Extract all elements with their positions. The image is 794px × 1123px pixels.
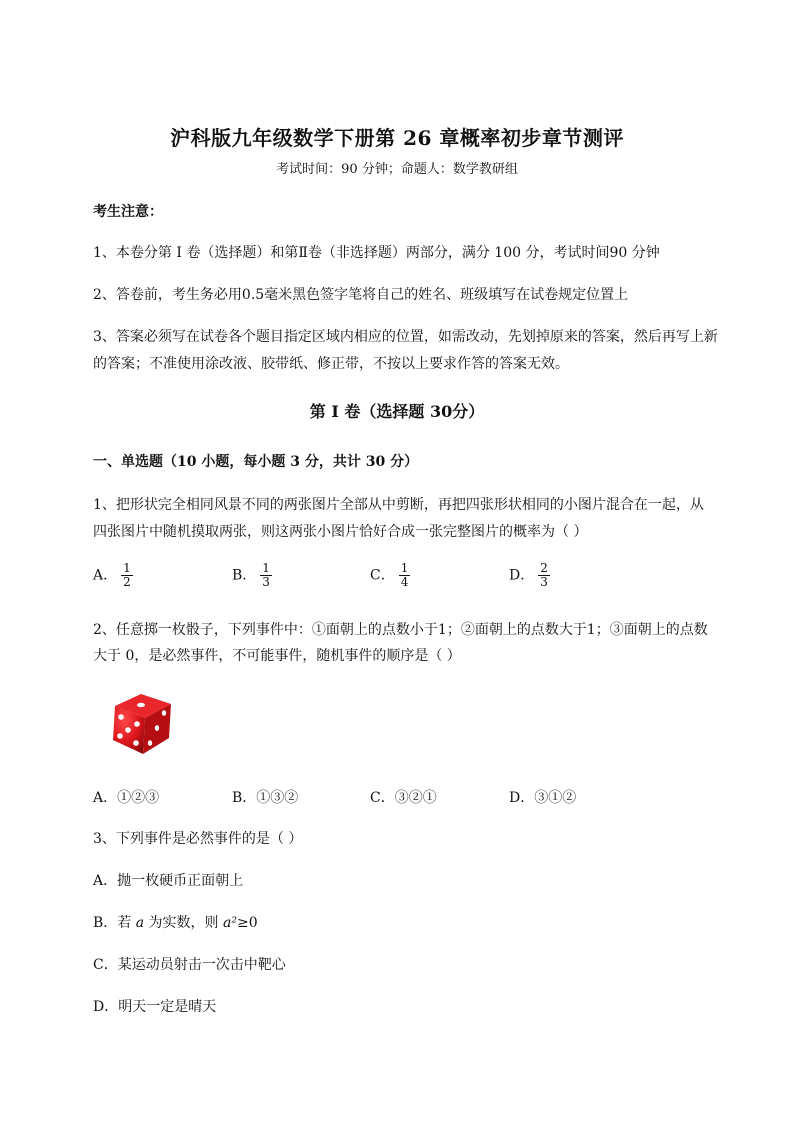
q1-option-b — [232, 562, 272, 589]
fraction — [538, 562, 550, 589]
fraction-denominator: 3 — [262, 575, 270, 589]
fraction-numerator: 2 — [540, 561, 548, 575]
notice-item-3-line-1: 3、答案必须写在试卷各个题目指定区域内相应的位置，如需改动，先划掉原来的答案，然后再写上新 — [93, 329, 718, 345]
notice-item-3-line-2: 的答案；不准使用涂改液、胶带纸、修正带，不按以上要求作答的答案无效。 — [93, 356, 569, 372]
q1-option-a — [93, 562, 133, 589]
option-b-prefix: B．若 — [93, 915, 136, 931]
part-heading: 一、单选题（10 小题，每小题 3 分，共计 30 分） — [93, 454, 419, 470]
option-b-suffix: ≥0 — [236, 915, 258, 931]
fraction — [260, 562, 272, 589]
dice-icon — [105, 688, 177, 760]
q1-option-d — [509, 562, 550, 589]
q3-option-a: A．抛一枚硬币正面朝上 — [93, 873, 244, 889]
notice-heading: 考生注意： — [93, 204, 163, 220]
question-1-line-1: 1、把形状完全相同风景不同的两张图片全部从中剪断，再把四张形状相同的小图片混合在一起，从 — [93, 497, 704, 513]
q2-option-d: D．③①② — [509, 790, 577, 806]
notice-item-2: 2、答卷前，考生务必用0.5毫米黑色签字笔将自己的姓名、班级填写在试卷规定位置上 — [93, 287, 629, 303]
fraction-denominator: 2 — [123, 575, 131, 589]
q2-option-b: B．①③② — [232, 790, 299, 806]
fraction — [121, 562, 133, 589]
fraction-denominator: 3 — [540, 575, 548, 589]
q2-option-c: C．③②① — [370, 790, 437, 806]
fraction-denominator: 4 — [400, 575, 409, 589]
q3-option-b — [93, 912, 258, 932]
question-1-line-2: 四张图片中随机摸取两张，则这两张小图片恰好合成一张完整图片的概率为（ ） — [93, 524, 588, 540]
q2-option-a: A．①②③ — [93, 790, 160, 806]
q3-option-c: C．某运动员射击一次击中靶心 — [93, 957, 286, 973]
option-b-middle: 为实数，则 — [144, 915, 224, 931]
fraction-numerator: 1 — [400, 561, 409, 575]
dice-image — [105, 688, 177, 760]
variable-a: a — [135, 915, 145, 931]
section-title: 第 I 卷（选择题 30分） — [309, 402, 485, 421]
option-label: D． — [509, 567, 535, 584]
option-label: C． — [370, 567, 395, 584]
notice-item-1: 1、本卷分第 I 卷（选择题）和第Ⅱ卷（非选择题）两部分，满分 100 分，考试时间90 分钟 — [93, 245, 660, 261]
fraction-numerator: 1 — [123, 561, 131, 575]
fraction-numerator: 1 — [262, 561, 270, 575]
option-label: B． — [232, 567, 257, 584]
expression-a-squared: a² — [223, 915, 237, 931]
page-title: 沪科版九年级数学下册第 26 章概率初步章节测评 — [170, 126, 624, 150]
question-2-line-2: 大于 0，是必然事件，不可能事件，随机事件的顺序是（ ） — [93, 648, 461, 664]
q3-option-d: D．明天一定是晴天 — [93, 999, 217, 1015]
q1-option-c — [370, 562, 410, 589]
option-label: A． — [93, 567, 118, 584]
question-3-line-1: 3、下列事件是必然事件的是（ ） — [93, 831, 303, 847]
page-subtitle: 考试时间：90 分钟；命题人：数学教研组 — [276, 162, 518, 177]
fraction — [399, 562, 411, 589]
question-2-line-1: 2、任意掷一枚骰子，下列事件中：①面朝上的点数小于1；②面朝上的点数大于1；③面朝上的点数 — [93, 622, 708, 638]
